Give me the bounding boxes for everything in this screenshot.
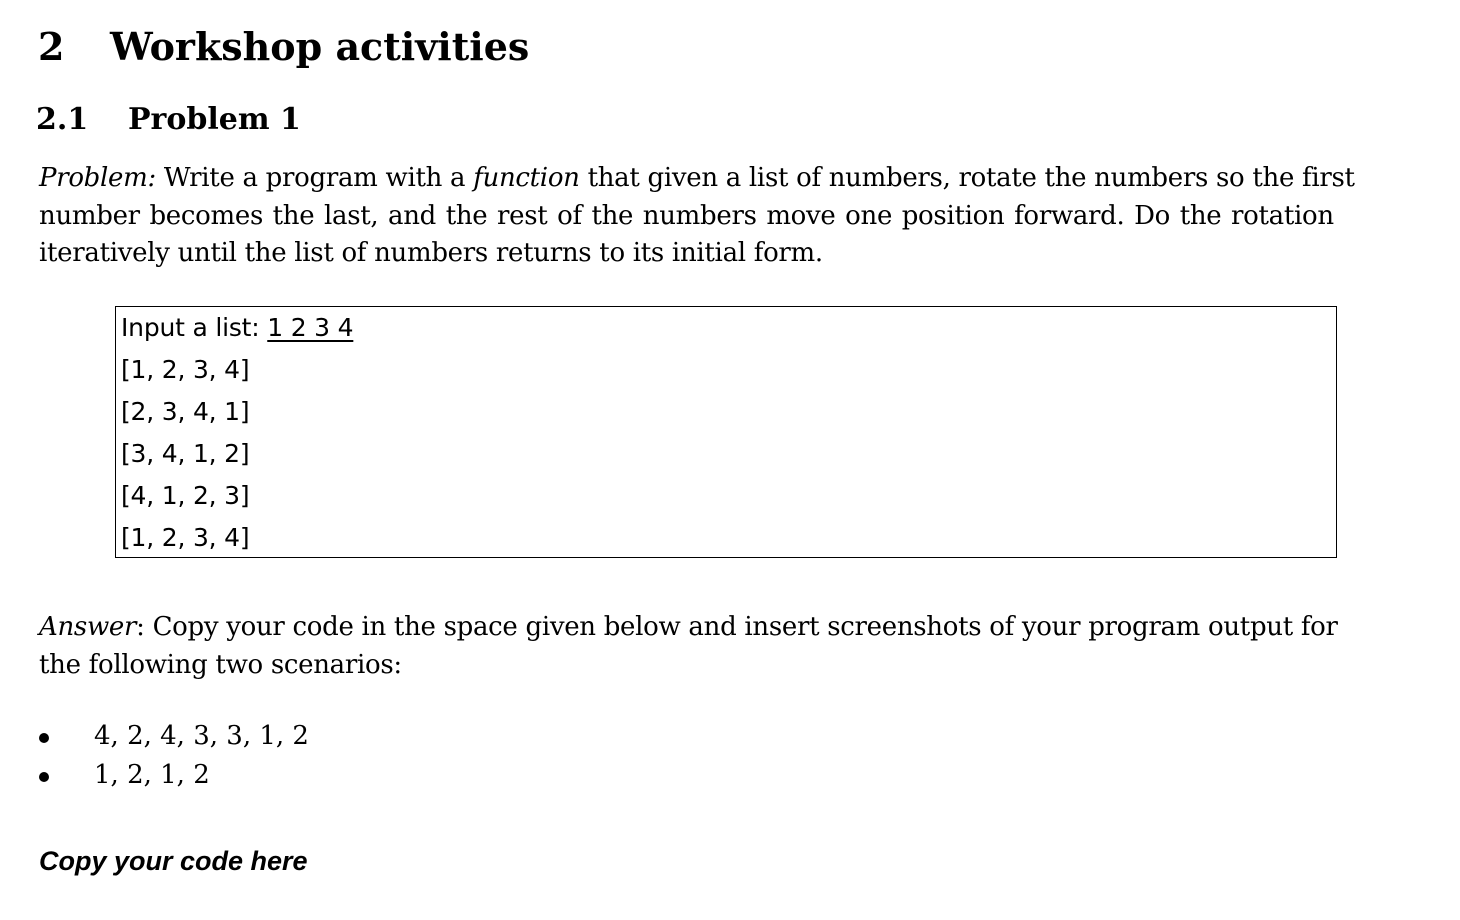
problem-word: last, [324, 200, 379, 231]
problem-word: numbers [642, 200, 757, 231]
subsection-number: 2.1 [36, 102, 89, 137]
problem-word: of [557, 200, 582, 231]
copy-code-placeholder[interactable]: Copy your code here [39, 846, 308, 876]
section-heading [38, 22, 529, 72]
problem-word: rest [497, 200, 548, 231]
answer-instructions [39, 609, 1338, 684]
problem-word: position [901, 200, 1005, 231]
problem-word: becomes [149, 200, 263, 231]
problem-word: rotation [1231, 200, 1334, 231]
sample-output-box [115, 306, 1337, 558]
console-output-line: [4, 1, 2, 3] [121, 481, 250, 510]
console-output-line: [1, 2, 3, 4] [121, 523, 250, 552]
console-output-line: [2, 3, 4, 1] [121, 397, 250, 426]
subsection-title: Problem 1 [128, 102, 301, 137]
section-number: 2 [38, 24, 65, 69]
console-output-line: [3, 4, 1, 2] [121, 439, 250, 468]
problem-word: and [388, 200, 437, 231]
console-input-row [121, 313, 353, 343]
section-title: Workshop activities [110, 24, 530, 69]
scenario-text: 4, 2, 4, 3, 3, 1, 2 [94, 721, 309, 751]
problem-emphasis-function: function [473, 163, 580, 193]
problem-word: forward. [1014, 200, 1125, 231]
problem-text-1b: that given a list of numbers, rotate the numbers so the first [579, 163, 1355, 193]
problem-line-3: iteratively until the list of numbers returns to its initial form. [39, 238, 823, 268]
problem-word: the [591, 200, 634, 231]
answer-label: Answer [39, 612, 137, 642]
scenario-text: 1, 2, 1, 2 [94, 760, 210, 790]
console-output-line: [1, 2, 3, 4] [121, 355, 250, 384]
problem-line-2 [39, 198, 1334, 236]
problem-word: number [39, 200, 140, 231]
problem-word: one [845, 200, 893, 231]
problem-word: Do [1134, 200, 1171, 231]
problem-word: the [272, 200, 315, 231]
bullet-icon [39, 772, 49, 782]
answer-line-1 [39, 609, 1338, 647]
problem-statement [39, 160, 1355, 273]
bullet-icon [39, 733, 49, 743]
answer-text-1: : Copy your code in the space given below and insert screenshots of your program output for [136, 612, 1338, 642]
console-input-value: 1 2 3 4 [267, 313, 354, 342]
subsection-heading [36, 99, 301, 141]
problem-word: move [766, 200, 836, 231]
problem-label: Problem: [39, 163, 156, 193]
problem-word: the [445, 200, 488, 231]
console-prompt: Input a list: [121, 313, 268, 342]
problem-word: the [1179, 200, 1222, 231]
answer-line-2: the following two scenarios: [39, 649, 402, 680]
problem-line-1 [39, 160, 1355, 198]
problem-text-1a: Write a program with a [155, 163, 474, 193]
